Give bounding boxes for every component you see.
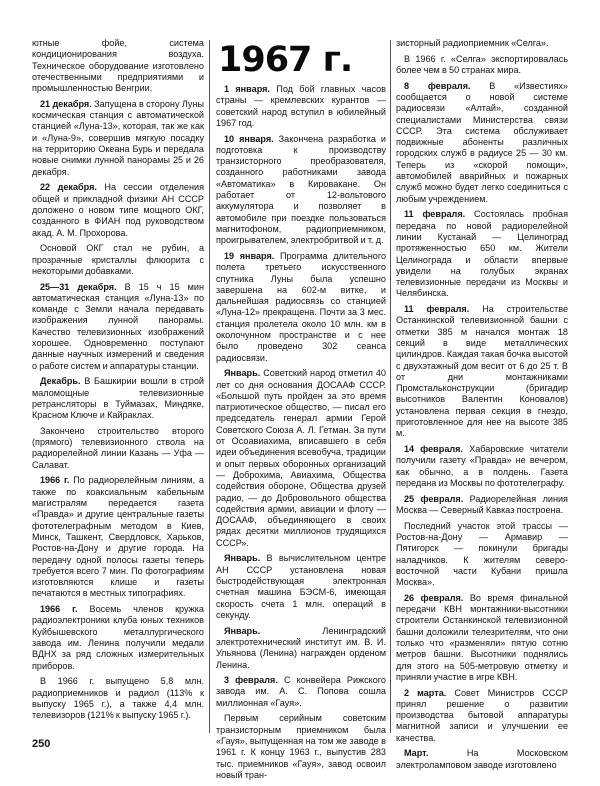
entry-text: С конвейера Рижского завода им. А. С. Попова сошла миллионная «Гауя».	[216, 675, 386, 708]
chronicle-entry	[32, 243, 204, 277]
chronicle-entry	[396, 444, 568, 489]
chronicle-entry	[216, 626, 386, 671]
entry-date: 21 декабря.	[40, 98, 92, 109]
chronicle-entry	[216, 368, 386, 549]
entry-text: В Башкирии вошли в строй маломощные телевизионные ретрансляторы в Туймазах, Миндяке, Красном Ключе и Кайраклах.	[32, 376, 204, 421]
entry-text: Первым серийным советским транзисторным приемником была «Гауя», выпущенная на том же заводе в 1961 г. К концу 1963 г., выпустив 283 тыс. приемников «Гауя», завод освоил новый тран-	[216, 713, 386, 780]
entry-date: 11 февраля.	[404, 304, 470, 315]
chronicle-entry	[32, 676, 204, 721]
chronicle-entry	[216, 713, 386, 781]
entry-date: 1 января.	[224, 84, 270, 94]
chronicle-entry	[216, 84, 386, 129]
entry-date: Январь.	[224, 368, 261, 379]
chronicle-entry	[396, 688, 568, 744]
entry-date: Март.	[404, 748, 429, 759]
chronicle-entry	[396, 54, 568, 77]
entry-date: Январь.	[224, 553, 261, 564]
page-number: 250	[32, 738, 51, 750]
entry-date: 26 февраля.	[404, 592, 464, 603]
entry-text: Программа длительного полета третьего искусственного спутника Луны была успешно завершена на 602-м витке, и дальнейшая радиосвязь со станцией «Луна-12» прекращена. Почти за 3 мес. станция пролетела около 10 млн. км в околочунном пространстве и с нее было проведено 302 сеанса радиосвязи.	[216, 250, 386, 363]
entry-date: 22 декабря.	[40, 182, 97, 193]
chronicle-entry	[32, 38, 204, 94]
entry-text: На сессии отделения общей и прикладной физики АН СССР доложено о новом типе мощного ОКГ, созданного в ФИАН под руководством акад. А. М. Прохорова.	[32, 182, 205, 238]
entry-text: Хабаровские читатели получили газету «Правда» не вечером, как обычно, а в полдень. Газета передана из Москвы по фототелеграфу.	[396, 444, 568, 488]
entry-text: Советский народ отметил 40 лет со дня основания ДОСААФ СССР. «Большой путь пройден за это время патриотическое общество, — писал его председатель генерал армии Герой Советского Союза А. Л. Гетман. За пути от Осоавиахима, вписавшего в себя идеи объединения всевобуча, традиции и опыт первых оборонных организаций — Доброхима, Авиахима, Общества содействия обороне, Общества друзей радио, — до Добровольного общества содействия армии, авиации и флоту — ДОСААФ, объединяющего в своих рядах десятки миллионов трудящихся СССР».	[216, 368, 386, 548]
entry-text: Закончена разработка и подготовка к производству транзисторного преобразователя, созданного работниками завода «Автоматика» в Кировакане. Он работает от 12-вольтового аккумулятора и позволяет в автомобиле при поездке пользоваться магнитофоном, радиоприемником, проигрывателем, электробритвой и т. д.	[216, 133, 386, 246]
chronicle-entry	[32, 426, 204, 471]
entry-text: Под бой главных часов страны — кремлевских курантов — советский народ вступил в юбилейный 1967 год.	[216, 84, 386, 128]
entry-text: Закончено строительство второго (прямого) телевизионного ствола на радиорелейной линии Казань — Уфа — Салават.	[32, 425, 204, 470]
chronicle-entry	[396, 748, 568, 771]
entry-date: 2 марта.	[404, 687, 447, 698]
entry-date: 11 февраля.	[404, 209, 466, 220]
chronicle-entry	[216, 134, 386, 247]
chronicle-entry	[32, 376, 204, 421]
entry-text: Совет Министров СССР принял решение о развитии производства бытовой аппаратуры магнитной записи и улучшении ее качества.	[396, 687, 568, 743]
chronicle-entry	[396, 38, 568, 49]
chronicle-entry	[32, 182, 204, 238]
entry-date: 25 февраля.	[404, 493, 464, 504]
column-1	[32, 38, 204, 726]
entry-date: 1966 г.	[40, 604, 78, 615]
entry-date: 10 января.	[224, 133, 274, 144]
entry-text: Состоялась пробная передача по новой радиорелейной линии Кустанай — Целиноград протяженностью 650 км. Жители Целинограда и области впервые увидели на голубых экранах телевизионные передачи из Москвы и Челябинска.	[396, 209, 568, 299]
entry-text: В «Известиях» сообщается о новой системе радиосвязи «Алтай», созданной специалистами Министерства связи СССР. Эта система обслуживает подвижные абоненты различных городских служб в радиусе 25 — 30 км. Теперь из «скорой помощи», автомобилей аварийных и пожарных служб можно будет легко соединиться с любым учреждением.	[396, 80, 568, 204]
entry-text: В 15 ч 15 мин автоматическая станция «Луна-13» по команде с Земли начала передавать изображения лунной панорамы. Качество телевизионных изображений хорошее. Одновременно поступают данные научных измерений и сведения о работе систем и аппаратуры станции.	[32, 281, 204, 371]
entry-date: 8 февраля.	[404, 80, 471, 91]
chronicle-entry	[396, 593, 568, 683]
chronicle-entry	[32, 99, 204, 178]
entry-text: В вычислительном центре АН СССР установлена новая быстродействующая электронная счетная машина БЭСМ-6, имеющая скорость счета 1 млн. операций в секунду.	[216, 553, 386, 620]
chronicle-entry	[32, 475, 204, 599]
chronicle-entry	[32, 282, 204, 372]
chronicle-entry	[396, 209, 568, 299]
chronicle-entry	[396, 81, 568, 205]
chronicle-entry	[396, 304, 568, 440]
entry-text: По радиорелейным линиям, а также по коаксиальным кабельным магистралям передается газета «Правда» и другие центральные газеты фототелеграфным методом в Киев, Минск, Ташкент, Свердловск, Харьков, Ростов-на-Дону и другие города. На передачу одной полосы газеты теперь требуется всего 7 мин. По фотографиям изготовляются клише и газеты печатаются в местных типографиях.	[32, 475, 204, 599]
chronicle-entry	[216, 675, 386, 709]
entry-text: Во время финальной передачи КВН монтажники-высотники строители Останкинской телевизионной башни доложили телезрителям, что они только что «разменяли» пятую сотню метров башни. Высотники поднялись для этого на 505-метровую отметку и приняли участие в игре КВН.	[396, 592, 568, 682]
entry-date: Январь.	[224, 625, 261, 636]
entry-text: На Московском электроламповом заводе изготовлено	[396, 748, 568, 770]
chronicle-entry	[32, 604, 204, 672]
entry-text: В 1966 г. «Селга» экспортировалась более чем в 50 странах мира.	[396, 53, 568, 75]
entry-date: Декабрь.	[40, 376, 81, 387]
chronicle-entry	[216, 553, 386, 621]
chronicle-entry	[396, 521, 568, 589]
entry-text: Основой ОКГ стал не рубин, а прозрачные кристаллы флюорита с некоторыми добавками.	[32, 243, 204, 276]
entry-text: Запущена в сторону Луны космическая станция с автоматической станцией «Луна-13», которая, так же как и «Луна-9», совершив мягкую посадку на территорию Океана Бурь и передала новые снимки лунной панорамы 25 и 26 декабря.	[32, 98, 205, 177]
entry-date: 3 февраля.	[224, 675, 278, 686]
entry-text: На строительстве Останкинской телевизионной башни с отметки 385 м начался монтаж 18 секций в виде металлических цилиндров. Каждая такая бочка высотой с двухэтажный дом весит от 6 до 25 т. В от дни монтажниками Промстальконструкции (бригадир высотников Валентин Коновалов) установлена первая секция в гнездо, приготовленное для нее на высоте 385 м.	[396, 304, 569, 439]
column-divider	[390, 40, 391, 733]
entry-text: ютные фойе, система кондиционирования воздуха. Техническое оборудование изготовлено отечественными предприятиями и промышленностью Венгрии.	[32, 38, 204, 94]
year-heading: 1967 г.	[218, 40, 353, 80]
entry-text: Ленинградский электротехнический институт им. В. И. Ульянова (Ленина) награжден орденом Ленина.	[216, 625, 386, 670]
chronicle-entry	[396, 494, 568, 517]
column-3	[396, 38, 568, 775]
column-divider	[209, 40, 210, 733]
entry-text: Последний участок этой трассы — Ростов-на-Дону — Армавир — Пятигорск — покинули бригады наладчиков. К жителям северо-восточной части Кубани пришла Москва».	[396, 520, 568, 588]
entry-text: Восемь членов кружка радиоэлектроники клуба юных техников Куйбышевского металлургического завода им. Ленина получили медали ВДНХ за ряд сложных измерительных приборов.	[32, 604, 204, 671]
column-2	[216, 84, 386, 786]
entry-date: 1966 г.	[40, 475, 70, 486]
entry-text: В 1966 г. выпущено 5,8 млн. радиоприемников и радиол (113% к выпуску 1965 г.), а также 4,4 млн. телевизоров (121% к выпуску 1965 г.).	[32, 676, 204, 721]
entry-date: 25—31 декабря.	[40, 281, 117, 292]
entry-text: Радиорелейная линия Москва — Северный Кавказ построена.	[396, 493, 568, 515]
chronicle-entry	[216, 251, 386, 364]
entry-text: зисторный радиоприемник «Селга».	[396, 38, 549, 48]
entry-date: 14 февраля.	[404, 444, 463, 455]
entry-date: 19 января.	[224, 250, 275, 261]
